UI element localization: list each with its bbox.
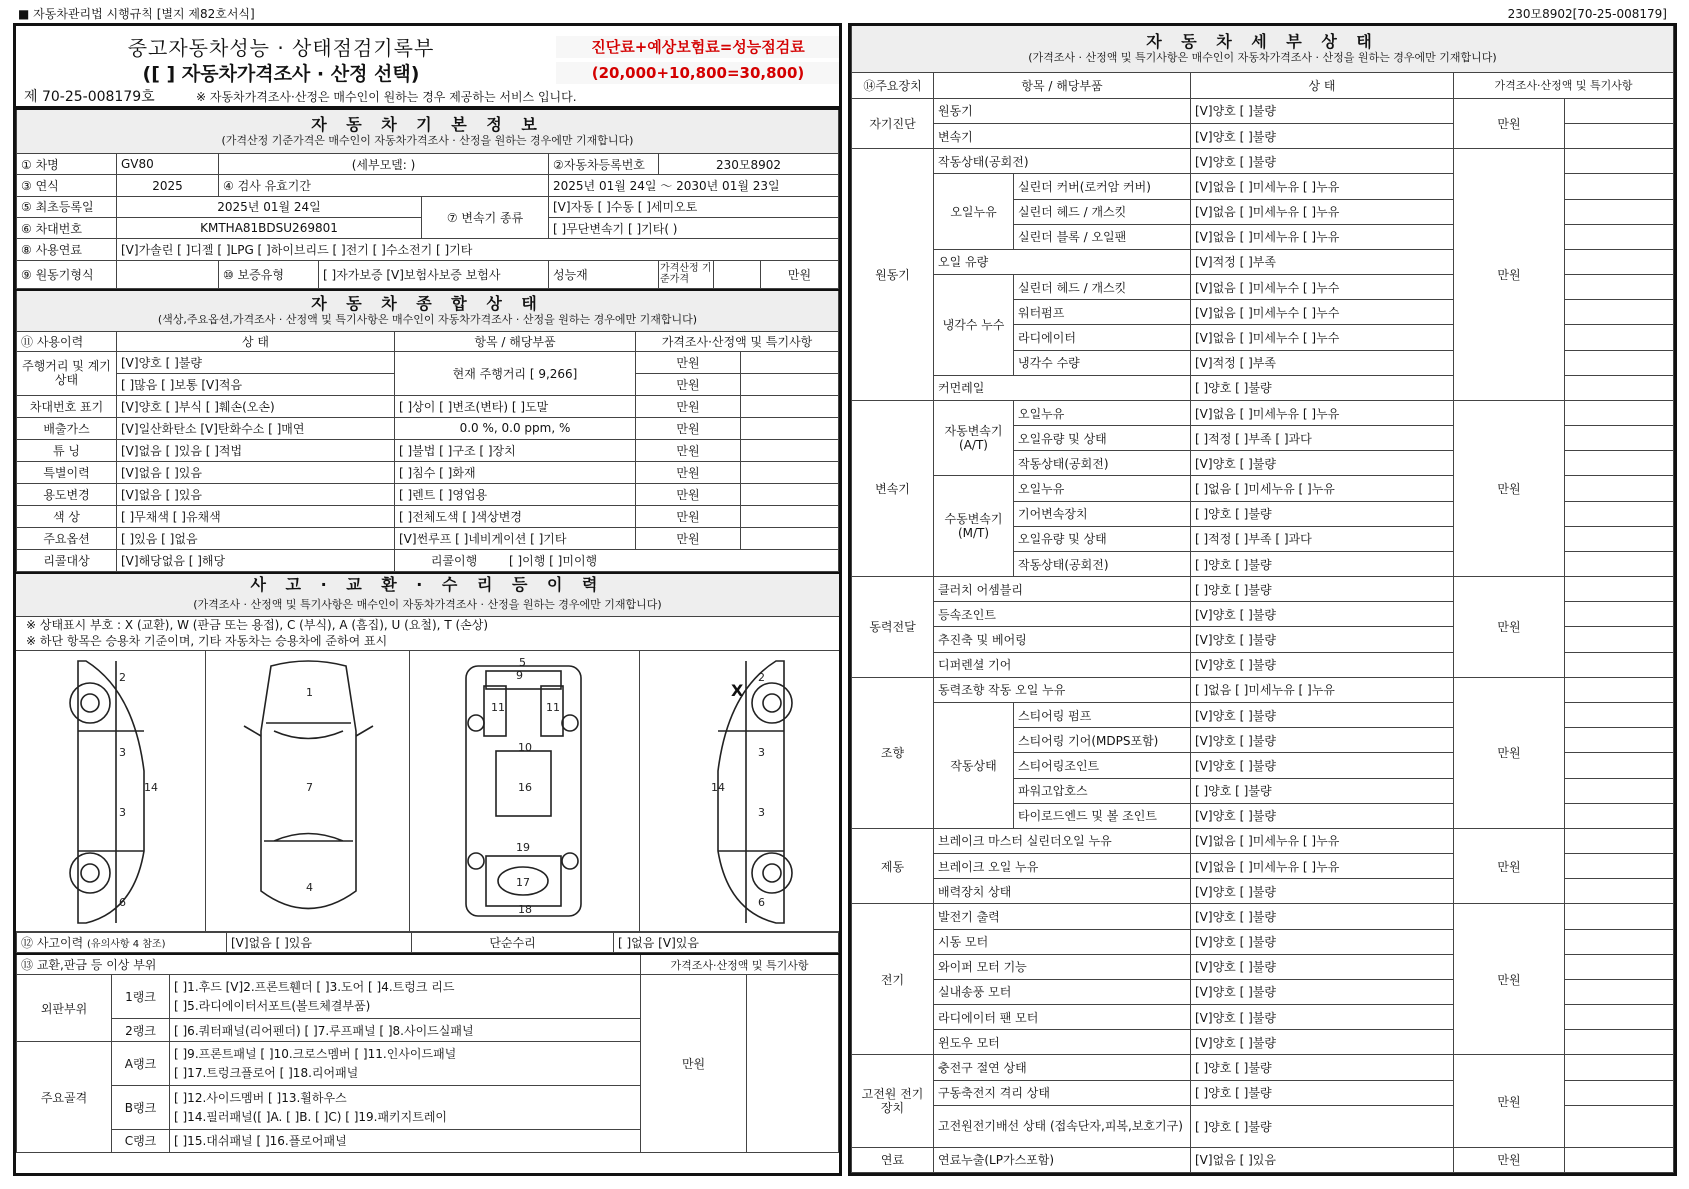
accident-history-label: ⑫ 사고이력 (유의사항 4 참조) [17, 933, 227, 953]
detail-item: 기어변속장치 [1014, 501, 1191, 526]
subgroup-at: 자동변속기 (A/T) [934, 400, 1014, 476]
right-side-body [718, 661, 784, 923]
transmission-label: ⑦ 변속기 종류 [422, 196, 549, 239]
detail-state: [V]없음 [ ]미세누유 [ ]누유 [1191, 224, 1454, 249]
detail-item: 윈도우 모터 [934, 1030, 1191, 1055]
detail-item: 스티어링 펌프 [1014, 702, 1191, 727]
first-reg-value: 2025년 01월 24일 [117, 196, 422, 217]
left-front-wheel [70, 683, 110, 723]
fee-value: (20,000+10,800=30,800) [556, 62, 840, 84]
price-unit: 만원 [636, 461, 741, 483]
price-unit: 만원 [636, 527, 741, 549]
detail-state: [ ]적정 [ ]부족 [ ]과다 [1191, 526, 1454, 551]
svg-text:10: 10 [518, 741, 532, 754]
group-electric: 전기 [852, 904, 934, 1055]
row-label: 용도변경 [17, 483, 117, 505]
detail-item: 추진축 및 베어링 [934, 627, 1191, 652]
svg-text:11: 11 [491, 701, 505, 714]
detail-item: 오일유량 및 상태 [1014, 426, 1191, 451]
engine-type-label: ⑨ 원동기형식 [17, 260, 117, 288]
simple-repair-value: [ ]없음 [V]있음 [614, 933, 839, 953]
detail-model: (세부모델: ) [219, 154, 549, 175]
price-unit: 만원 [1454, 400, 1565, 576]
detail-item: 실내송풍 모터 [934, 979, 1191, 1004]
passenger-car-note: ※ 하단 항목은 승용차 기준이며, 기타 자동차는 승용차에 준하여 표시 [16, 633, 839, 651]
reg-number-label: ②자동차등록번호 [549, 154, 659, 175]
detail-item: 클러치 어셈블리 [934, 577, 1191, 602]
model-label: ① 차명 [17, 154, 117, 175]
recall-item [395, 549, 839, 571]
row-label: 튜 닝 [17, 439, 117, 461]
row-item: [V]썬루프 [ ]네비게이션 [ ]기타 [395, 527, 636, 549]
mirrors [244, 726, 373, 736]
detail-item: 작동상태(공회전) [934, 149, 1191, 174]
detail-item: 와이퍼 모터 기능 [934, 954, 1191, 979]
left-side-body [78, 661, 144, 923]
engine-type-value [117, 260, 219, 288]
rank2-parts: [ ]6.쿼터패널(리어펜더) [ ]7.루프패널 [ ]8.사이드실패널 [170, 1019, 641, 1042]
inspection-valid-value: 2025년 01월 24일 ～ 2030년 01월 23일 [549, 175, 839, 196]
detail-item: 등속조인트 [934, 602, 1191, 627]
svg-text:14: 14 [144, 781, 158, 794]
odometer-state: [V]양호 [ ]불량 [117, 351, 395, 373]
detail-item: 고전원전기배선 상태 (접속단자,피복,보호기구) [934, 1105, 1191, 1147]
detail-item: 디퍼렌셜 기어 [934, 652, 1191, 677]
detail-item: 라디에이터 팬 모터 [934, 1005, 1191, 1030]
status-code-note: ※ 상태표시 부호 : X (교환), W (판금 또는 용접), C (부식), A (흠집), U (요철), T (손상) [16, 616, 839, 633]
odometer-label: 주행거리 및 계기상태 [17, 351, 117, 395]
detail-state: [V]양호 [ ]불량 [1191, 124, 1454, 149]
row-item: 0.0 %, 0.0 ppm, % [395, 417, 636, 439]
detail-state: [ ]양호 [ ]불량 [1191, 551, 1454, 576]
detail-state: [V]없음 [ ]미세누유 [ ]누유 [1191, 199, 1454, 224]
accident-history-value: [V]없음 [ ]있음 [227, 933, 412, 953]
fee-formula: 진단료+예상보험료=성능점검료 [556, 36, 840, 58]
vin-label: ⑥ 차대번호 [17, 217, 117, 238]
detail-state: [V]없음 [ ]미세누유 [ ]누유 [1191, 174, 1454, 199]
fuel-label: ⑧ 사용연료 [17, 239, 117, 260]
detail-state: [V]양호 [ ]불량 [1191, 803, 1454, 828]
detail-state: [V]양호 [ ]불량 [1191, 954, 1454, 979]
row-state: [V]없음 [ ]있음 [ ]적법 [117, 439, 395, 461]
year-value: 2025 [117, 175, 219, 196]
detail-item: 실린더 커버(로커암 커버) [1014, 174, 1191, 199]
rankB-label: B랭크 [112, 1086, 170, 1130]
detail-state: [V]양호 [ ]불량 [1191, 753, 1454, 778]
detail-state: [ ]양호 [ ]불량 [1191, 778, 1454, 803]
row-state: [V]양호 [ ]부식 [ ]훼손(오손) [117, 395, 395, 417]
detail-item: 오일유량 및 상태 [1014, 526, 1191, 551]
price-unit: 만원 [1454, 98, 1565, 148]
group-self-diagnosis: 자기진단 [852, 98, 934, 148]
detail-item: 작동상태(공회전) [1014, 551, 1191, 576]
detail-state: [V]양호 [ ]불량 [1191, 98, 1454, 123]
detail-state: [ ]양호 [ ]불량 [1191, 1080, 1454, 1105]
odometer-reading: 현재 주행거리 [ 9,266] [395, 351, 636, 395]
svg-text:1: 1 [306, 686, 313, 699]
detail-item: 배력장치 상태 [934, 879, 1191, 904]
inspection-valid-label: ④ 검사 유효기간 [219, 175, 549, 196]
group-high-voltage: 고전원 전기장치 [852, 1055, 934, 1147]
detail-state: [V]없음 [ ]미세누수 [ ]누수 [1191, 275, 1454, 300]
performance-insurer: 성능재 [549, 260, 659, 288]
svg-text:18: 18 [518, 903, 532, 916]
detail-item: 스티어링조인트 [1014, 753, 1191, 778]
transmission-line1: [V]자동 [ ]수동 [ ]세미오토 [549, 196, 839, 217]
rankA-label: A랭크 [112, 1042, 170, 1086]
row-label: 주요옵션 [17, 527, 117, 549]
svg-text:6: 6 [119, 896, 126, 909]
price-unit: 만원 [1454, 149, 1565, 401]
detail-state: [V]없음 [ ]미세누유 [ ]누유 [1191, 854, 1454, 879]
svg-text:9: 9 [516, 669, 523, 682]
parts-price-unit: 만원 [641, 975, 747, 1153]
right-rear-wheel [752, 853, 792, 893]
row-label: 색 상 [17, 505, 117, 527]
vin-value: KMTHA81BDSU269801 [117, 217, 422, 238]
fuel-value: [V]가솔린 [ ]디젤 [ ]LPG [ ]하이브리드 [ ]전기 [ ]수소전기 [ ]기타 [117, 239, 839, 260]
svg-text:14: 14 [711, 781, 725, 794]
svg-text:3: 3 [758, 746, 765, 759]
detail-item: 오일누유 [1014, 400, 1191, 425]
detail-item: 실린더 블록 / 오일팬 [1014, 224, 1191, 249]
accident-title: 사 고 · 교 환 · 수 리 등 이 력 [250, 575, 605, 594]
row-label: 차대번호 표기 [17, 395, 117, 417]
warranty-label: ⑩ 보증유형 [219, 260, 319, 288]
svg-text:3: 3 [119, 806, 126, 819]
first-reg-label: ⑤ 최초등록일 [17, 196, 117, 217]
subgroup-oil-leak: 오일누유 [934, 174, 1014, 250]
detail-state: [V]없음 [ ]미세누유 [ ]누유 [1191, 828, 1454, 853]
detail-item: 스티어링 기어(MDPS포함) [1014, 728, 1191, 753]
exchange-mark: X [731, 681, 744, 700]
svg-text:2: 2 [119, 671, 126, 684]
svg-text:16: 16 [518, 781, 532, 794]
recall-done-value: [ ]이행 [ ]미이행 [509, 553, 598, 568]
detail-state: [ ]양호 [ ]불량 [1191, 1105, 1454, 1147]
major-device-header: ⑭주요장치 [852, 72, 934, 98]
rankA-parts: [ ]9.프론트패널 [ ]10.크로스멤버 [ ]11.인사이드패널 [ ]17.트렁크플로어 [ ]18.리어패널 [170, 1042, 641, 1086]
row-item: [ ]전체도색 [ ]색상변경 [395, 505, 636, 527]
status-col-header: 상 태 [117, 331, 395, 351]
svg-text:11: 11 [546, 701, 560, 714]
price-unit: 만원 [1454, 1147, 1565, 1172]
item-col-header: 항목 / 해당부품 [395, 331, 636, 351]
recall-done-label: 리콜이행 [430, 553, 478, 568]
detail-item: 브레이크 마스터 실린더오일 누유 [934, 828, 1191, 853]
detail-item: 충전구 절연 상태 [934, 1055, 1191, 1080]
detail-state: [V]양호 [ ]불량 [1191, 979, 1454, 1004]
row-state: [ ]무채색 [ ]유채색 [117, 505, 395, 527]
simple-repair-label: 단순수리 [412, 933, 614, 953]
price-unit: 만원 [636, 505, 741, 527]
detail-state: [V]없음 [ ]미세누수 [ ]누수 [1191, 300, 1454, 325]
detail-item: 실린더 헤드 / 개스킷 [1014, 199, 1191, 224]
detail-state: [V]적정 [ ]부족 [1191, 350, 1454, 375]
item-header: 항목 / 해당부품 [934, 72, 1191, 98]
row-item: [ ]침수 [ ]화재 [395, 461, 636, 483]
service-note: ※ 자동차가격조사·산정은 매수인이 원하는 경우 제공하는 서비스 입니다. [196, 90, 577, 104]
car-outline-drawing [16, 651, 842, 932]
form-header [16, 26, 839, 108]
svg-text:4: 4 [306, 881, 313, 894]
svg-text:7: 7 [306, 781, 313, 794]
group-engine: 원동기 [852, 149, 934, 401]
detail-item: 발전기 출력 [934, 904, 1191, 929]
row-item: [ ]상이 [ ]변조(변타) [ ]도말 [395, 395, 636, 417]
detail-item: 오일누유 [1014, 476, 1191, 501]
detail-state: [ ]양호 [ ]불량 [1191, 1055, 1454, 1080]
detail-state: [V]양호 [ ]불량 [1191, 149, 1454, 174]
detail-item: 원동기 [934, 98, 1191, 123]
parts-table [16, 953, 839, 1153]
detail-state: [ ]적정 [ ]부족 [ ]과다 [1191, 426, 1454, 451]
rankB-parts: [ ]12.사이드멤버 [ ]13.휠하우스 [ ]14.필러패널([ ]A. [ ]B. [ ]C) [ ]19.패키지트레이 [170, 1086, 641, 1130]
subgroup-mt: 수동변속기 (M/T) [934, 476, 1014, 577]
detail-state: [V]없음 [ ]미세누유 [ ]누유 [1191, 400, 1454, 425]
svg-text:3: 3 [758, 806, 765, 819]
price-unit: 만원 [636, 373, 741, 395]
frame-label: 주요골격 [17, 1042, 112, 1153]
recall-state: [V]해당없음 [ ]해당 [117, 549, 395, 571]
price-unit: 만원 [636, 395, 741, 417]
row-item: [ ]렌트 [ ]영업용 [395, 483, 636, 505]
detail-status-table [851, 26, 1674, 1173]
overall-status-header: 자 동 차 종 합 상 태 (색상,주요옵션,가격조사 · 산정액 및 특기사항은 매수인이 자동차가격조사 · 산정을 원하는 경우에만 기재합니다) [17, 290, 839, 331]
row-state: [V]없음 [ ]있음 [117, 483, 395, 505]
detail-state: [ ]없음 [ ]미세누유 [ ]누유 [1191, 476, 1454, 501]
row-state: [ ]있음 [ ]없음 [117, 527, 395, 549]
detail-state: [ ]없음 [ ]미세누유 [ ]누유 [1191, 677, 1454, 702]
detail-item: 파워고압호스 [1014, 778, 1191, 803]
detail-state: [V]없음 [ ]미세누수 [ ]누수 [1191, 325, 1454, 350]
detail-item: 작동상태(공회전) [1014, 451, 1191, 476]
svg-text:19: 19 [516, 841, 530, 854]
detail-item: 변속기 [934, 124, 1191, 149]
detail-item: 워터펌프 [1014, 300, 1191, 325]
accident-header [16, 572, 839, 616]
detail-item: 동력조향 작동 오일 누유 [934, 677, 1191, 702]
price-unit: 만원 [1454, 677, 1565, 828]
detail-item: 구동축전지 격리 상태 [934, 1080, 1191, 1105]
row-item: [ ]불법 [ ]구조 [ ]장치 [395, 439, 636, 461]
document-code: 230모8902[70-25-008179] [1507, 7, 1667, 21]
left-rear-wheel [70, 853, 110, 893]
right-panel [848, 23, 1677, 1176]
svg-text:6: 6 [758, 896, 765, 909]
detail-state: [ ]양호 [ ]불량 [1191, 501, 1454, 526]
detail-state: [V]적정 [ ]부족 [1191, 249, 1454, 274]
svg-text:2: 2 [758, 671, 765, 684]
year-label: ③ 연식 [17, 175, 117, 196]
base-price-label: 가격산정 기준가격 [659, 260, 714, 288]
recall-label: 리콜대상 [17, 549, 117, 571]
accident-history-row [16, 932, 839, 953]
vehicle-diagram [16, 651, 839, 932]
price-unit: 만원 [1454, 1055, 1565, 1147]
model-value: GV80 [117, 154, 219, 175]
price-unit: 만원 [636, 417, 741, 439]
detail-state: [V]양호 [ ]불량 [1191, 1005, 1454, 1030]
base-price-value [714, 260, 761, 288]
accident-subtitle: (가격조사 · 산정액 및 특기사항은 매수인이 자동차가격조사 · 산정을 원하는 경우에만 기재합니다) [193, 598, 662, 611]
right-front-wheel [752, 683, 792, 723]
detail-state: [V]양호 [ ]불량 [1191, 627, 1454, 652]
state-header: 상 태 [1191, 72, 1454, 98]
detail-item: 라디에이터 [1014, 325, 1191, 350]
detail-state: [ ]양호 [ ]불량 [1191, 375, 1454, 400]
group-transmission: 변속기 [852, 400, 934, 576]
detail-state: [V]양호 [ ]불량 [1191, 728, 1454, 753]
price-unit: 만원 [636, 351, 741, 373]
price-unit: 만원 [1454, 828, 1565, 904]
detail-state: [V]양호 [ ]불량 [1191, 451, 1454, 476]
row-label: 특별이력 [17, 461, 117, 483]
detail-header: 자 동 차 세 부 상 태 (가격조사 · 산정액 및 특기사항은 매수인이 자동차가격조사 · 산정을 원하는 경우에만 기재합니다) [852, 26, 1674, 72]
subgroup-coolant: 냉각수 누수 [934, 275, 1014, 376]
svg-text:5: 5 [519, 656, 526, 669]
parts-label: ⑬ 교환,판금 등 이상 부위 [17, 954, 641, 975]
row-state: [V]없음 [ ]있음 [117, 461, 395, 483]
warranty-value: [ ]자가보증 [V]보험사보증 보험사 [319, 260, 549, 288]
price-unit: 만원 [636, 439, 741, 461]
overall-status-table [16, 289, 839, 572]
price-unit: 만원 [1454, 577, 1565, 678]
detail-state: [V]양호 [ ]불량 [1191, 652, 1454, 677]
detail-item: 브레이크 오일 누유 [934, 854, 1191, 879]
price-col-header: 가격조사·산정액 및 특기사항 [636, 331, 839, 351]
mileage-level: [ ]많음 [ ]보통 [V]적음 [117, 373, 395, 395]
detail-item: 시동 모터 [934, 929, 1191, 954]
rank2-label: 2랭크 [112, 1019, 170, 1042]
form-title: 중고자동차성능 · 상태점검기록부 [127, 36, 435, 60]
detail-item: 커먼레일 [934, 375, 1191, 400]
detail-state: [V]양호 [ ]불량 [1191, 929, 1454, 954]
rank1-parts: [ ]1.후드 [V]2.프론트휀더 [ ]3.도어 [ ]4.트렁크 리드 [ ]5.라디에이터서포트(볼트체결부품) [170, 975, 641, 1019]
detail-state: [V]양호 [ ]불량 [1191, 904, 1454, 929]
rankC-label: C랭크 [112, 1129, 170, 1152]
detail-item: 실린더 헤드 / 개스킷 [1014, 275, 1191, 300]
group-steering: 조향 [852, 677, 934, 828]
detail-state: [V]없음 [ ]있음 [1191, 1147, 1454, 1172]
price-unit: 만원 [636, 483, 741, 505]
price-option: ([ ] 자동차가격조사 · 산정 선택) [142, 63, 420, 85]
svg-text:17: 17 [516, 876, 530, 889]
form-reference: ■ 자동차관리법 시행규칙 [별지 제82호서식] [18, 7, 255, 21]
detail-state: [V]양호 [ ]불량 [1191, 879, 1454, 904]
outer-panel-label: 외판부위 [17, 975, 112, 1042]
svg-text:3: 3 [119, 746, 126, 759]
detail-item: 타이로드엔드 및 볼 조인트 [1014, 803, 1191, 828]
price-header: 가격조사·산정액 및 특기사항 [1454, 72, 1674, 98]
detail-state: [ ]양호 [ ]불량 [1191, 577, 1454, 602]
group-brake: 제동 [852, 828, 934, 904]
usage-history-label: ⑪ 사용이력 [17, 331, 117, 351]
detail-item: 연료누출(LP가스포함) [934, 1147, 1191, 1172]
basic-info-header: 자 동 차 기 본 정 보 (가격산정 기준가격은 매수인이 자동차가격조사 · 산정을 원하는 경우에만 기재합니다) [17, 109, 839, 154]
reg-number-value: 230모8902 [659, 154, 839, 175]
rankC-parts: [ ]15.대쉬패널 [ ]16.플로어패널 [170, 1129, 641, 1152]
row-state: [V]일산화탄소 [V]탄화수소 [ ]매연 [117, 417, 395, 439]
base-price-unit: 만원 [761, 260, 839, 288]
detail-state: [V]양호 [ ]불량 [1191, 1030, 1454, 1055]
detail-state: [V]양호 [ ]불량 [1191, 702, 1454, 727]
row-label: 배출가스 [17, 417, 117, 439]
price-unit: 만원 [1454, 904, 1565, 1055]
transmission-line2: [ ]무단변속기 [ ]기타( ) [549, 217, 839, 238]
detail-item: 냉각수 수량 [1014, 350, 1191, 375]
rank1-label: 1랭크 [112, 975, 170, 1019]
group-fuel: 연료 [852, 1147, 934, 1172]
detail-state: [V]양호 [ ]불량 [1191, 602, 1454, 627]
subgroup-steering-operation: 작동상태 [934, 702, 1014, 828]
group-power-transfer: 동력전달 [852, 577, 934, 678]
parts-price-header: 가격조사·산정액 및 특기사항 [641, 954, 839, 975]
document-number: 제 70-25-008179호 [24, 89, 155, 105]
basic-info-table [16, 108, 839, 289]
left-panel [13, 23, 842, 1176]
detail-item: 오일 유량 [934, 249, 1191, 274]
